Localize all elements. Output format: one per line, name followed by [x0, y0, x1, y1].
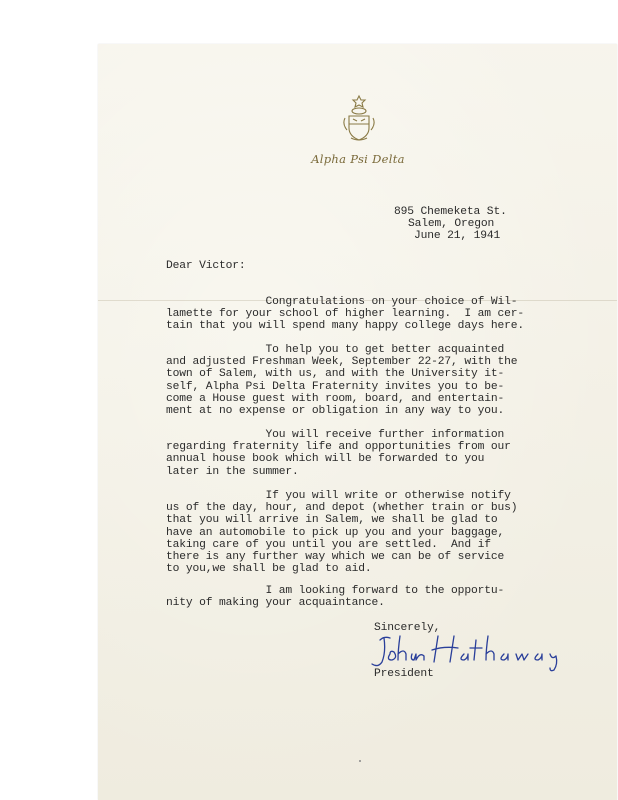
text-line: and adjusted Freshman Week, September 22-27, with the — [166, 356, 518, 369]
paragraph-2 — [166, 344, 517, 417]
text-line: lamette for your school of higher learning. I am cer- — [166, 308, 524, 321]
text-line: have an automobile to pick up you and your baggage, — [166, 526, 505, 539]
text-line: nity of making your acquaintance. — [166, 597, 385, 610]
paragraph-1 — [166, 296, 524, 333]
paragraph-4 — [166, 490, 517, 575]
text-line: there is any further way which we can be of service — [166, 551, 505, 564]
text-line: regarding fraternity life and opportunities from our — [166, 441, 511, 454]
text-line: ment at no expense or obligation in any way to you. — [166, 405, 505, 418]
paper-speck — [359, 760, 361, 762]
text-line: taking care of you until you are settled. And if — [166, 538, 491, 551]
text-line: come a House guest with room, board, and entertain- — [166, 392, 505, 405]
text-line: that you will arrive in Salem, we shall be glad to — [166, 514, 498, 527]
paragraph-3 — [166, 429, 511, 478]
text-line: to you,we shall be glad to aid. — [166, 563, 372, 576]
salutation: Dear Victor: — [166, 260, 246, 272]
letterhead-title: Alpha Psi Delta — [311, 152, 405, 166]
text-line: To help you to get better acquainted — [166, 344, 505, 356]
letter-sheet — [98, 44, 617, 800]
text-line: later in the summer. — [166, 465, 299, 478]
text-line: us of the day, hour, and depot (whether train or bus) — [166, 502, 518, 515]
fraternity-crest-icon — [339, 94, 379, 142]
text-line: self, Alpha Psi Delta Fraternity invites you to be- — [166, 380, 505, 393]
handwritten-signature — [366, 632, 566, 672]
address-line: Salem, Oregon — [408, 218, 495, 231]
paragraph-5 — [166, 585, 504, 609]
text-line: tain that you will spend many happy college days here. — [166, 320, 524, 333]
closing: Sincerely, — [374, 622, 441, 634]
text-line: If you will write or otherwise notify — [166, 490, 511, 502]
text-line: I am looking forward to the opportu- — [166, 585, 505, 597]
text-line: town of Salem, with us, and with the University it- — [166, 368, 505, 381]
address-line: 895 Chemeketa St. — [394, 206, 507, 218]
text-line: Congratulations on your choice of Wil- — [166, 296, 518, 308]
signer-title: President — [374, 668, 434, 680]
text-line: annual house book which will be forwarded to you — [166, 453, 485, 466]
sender-address — [394, 206, 507, 243]
letter-date: June 21, 1941 — [414, 230, 501, 243]
text-line: You will receive further information — [166, 429, 505, 441]
